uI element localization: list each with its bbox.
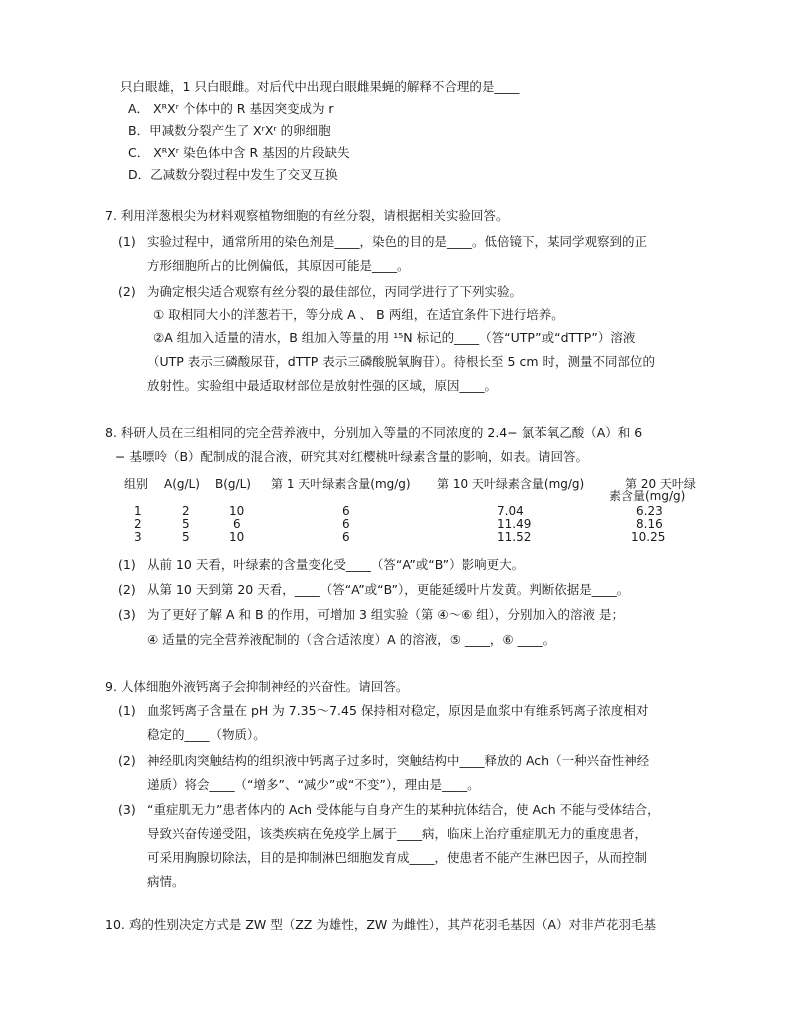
table-row3-group: 3 <box>134 530 142 544</box>
table-row1-day10: 7.04 <box>497 504 524 518</box>
table-row3-day1: 6 <box>342 530 350 544</box>
q9-part3-number: (3) <box>118 802 136 817</box>
table-row2-b: 6 <box>233 517 241 531</box>
q7-part2-line2: ① 取相同大小的洋葱若干，等分成 A 、 B 两组，在适宜条件下进行培养。 <box>153 307 564 322</box>
q9-part2-line1: 神经肌肉突触结构的组织液中钙离子过多时，突触结构中____释放的 Ach（一种兴奋性神经 <box>147 753 650 768</box>
q7-part2-line3: ②A 组加入适量的清水，B 组加入等量的用 ¹⁵N 标记的____（答“UTP”或“dTTP”）溶液 <box>153 330 636 345</box>
table-row2-a: 5 <box>182 517 190 531</box>
q9-part3-line1: “重症肌无力”患者体内的 Ach 受体能与自身产生的某种抗体结合，使 Ach 不能与受体结合， <box>147 802 660 817</box>
table-row3-b: 10 <box>229 530 245 544</box>
table-header-day10: 第 10 天叶绿素含量(mg/g) <box>437 477 585 491</box>
table-header-day20-line2: 素含量(mg/g) <box>609 489 686 503</box>
q8-part1-text: 从前 10 天看，叶绿素的含量变化受____（答“A”或“B”）影响更大。 <box>147 557 525 572</box>
q9-part1-line2: 稳定的____（物质）。 <box>147 727 266 742</box>
table-header-b: B(g/L) <box>215 477 251 491</box>
q6-option-a: A． XᴿXʳ 个体中的 R 基因突变成为 r <box>128 101 334 116</box>
q7-part1-number: (1) <box>118 234 136 249</box>
q8-stem-line1: 8. 科研人员在三组相同的完全营养液中，分别加入等量的不同浓度的 2.4− 氯苯氧乙酸（A）和 6 <box>105 425 643 440</box>
q6-option-b: B．甲减数分裂产生了 XʳXʳ 的卵细胞 <box>128 123 331 138</box>
q9-part3-line4: 病情。 <box>147 874 185 889</box>
q9-part2-number: (2) <box>118 753 136 768</box>
table-header-group: 组别 <box>124 477 149 491</box>
q8-part2-number: (2) <box>118 582 136 597</box>
table-row3-a: 5 <box>182 530 190 544</box>
q6-option-d: D．乙减数分裂过程中发生了交叉互换 <box>128 167 338 182</box>
q8-stem-line2: − 基嘌呤（B）配制成的混合液，研究其对红樱桃叶绿素含量的影响，如表。请回答。 <box>115 449 589 464</box>
q7-stem: 7. 利用洋葱根尖为材料观察植物细胞的有丝分裂，请根据相关实验回答。 <box>105 208 509 223</box>
table-row2-day10: 11.49 <box>497 517 532 531</box>
table-row1-a: 2 <box>182 504 190 518</box>
q7-part2-number: (2) <box>118 284 136 299</box>
q7-part2-line5: 放射性。实验组中最适取材部位是放射性强的区域，原因____。 <box>147 378 498 393</box>
q7-part2-line1: 为确定根尖适合观察有丝分裂的最佳部位，丙同学进行了下列实验。 <box>147 284 523 299</box>
table-row2-group: 2 <box>134 517 142 531</box>
q8-part3-line2: ④ 适量的完全营养液配制的（含合适浓度）A 的溶液，⑤ ____，⑥ ____。 <box>147 632 556 647</box>
q9-part1-number: (1) <box>118 703 136 718</box>
q9-part3-line2: 导致兴奋传递受阻，该类疾病在免疫学上属于____病，临床上治疗重症肌无力的重度患者， <box>147 826 648 841</box>
q8-part1-number: (1) <box>118 557 136 572</box>
table-row1-group: 1 <box>134 504 142 518</box>
table-row1-day20: 6.23 <box>636 504 663 518</box>
table-row2-day20: 8.16 <box>636 517 663 531</box>
q10-stem: 10. 鸡的性别决定方式是 ZW 型（ZZ 为雄性，ZW 为雌性），其芦花羽毛基因（A）对非芦花羽毛基 <box>105 917 657 932</box>
q7-part1-line1: 实验过程中，通常所用的染色剂是____，染色的目的是____。低倍镜下，某同学观察到的正 <box>147 234 648 249</box>
table-row3-day10: 11.52 <box>497 530 532 544</box>
q9-part2-line2: 递质）将会____（“增多”、“减少”或“不变”），理由是____。 <box>147 777 480 792</box>
q8-part3-line1: 为了更好了解 A 和 B 的作用，可增加 3 组实验（第 ④～⑥ 组），分别加入的溶液 是； <box>147 607 625 622</box>
table-row3-day20: 10.25 <box>631 530 666 544</box>
q9-stem: 9. 人体细胞外液钙离子会抑制神经的兴奋性。请回答。 <box>105 679 409 694</box>
q7-part2-line4: （UTP 表示三磷酸尿苷，dTTP 表示三磷酸脱氧胸苷）。待根长至 5 cm 时，测量不同部位的 <box>147 354 655 369</box>
table-header-day1: 第 1 天叶绿素含量(mg/g) <box>271 477 411 491</box>
table-header-a: A(g/L) <box>164 477 200 491</box>
q7-part1-line2: 方形细胞所占的比例偏低，其原因可能是____。 <box>147 258 410 273</box>
q6-stem: 只白眼雄，1 只白眼雌。对后代中出现白眼雌果蝇的解释不合理的是____ <box>120 79 520 94</box>
table-row2-day1: 6 <box>342 517 350 531</box>
q8-part3-number: (3) <box>118 607 136 622</box>
table-row1-b: 10 <box>229 504 245 518</box>
q9-part3-line3: 可采用胸腺切除法，目的是抑制淋巴细胞发育成____，使患者不能产生淋巴因子，从而控制 <box>147 850 648 865</box>
table-row1-day1: 6 <box>342 504 350 518</box>
q6-option-c: C． XᴿXʳ 染色体中含 R 基因的片段缺失 <box>128 145 350 160</box>
table-header-day20-line1: 第 20 天叶绿 <box>625 477 696 491</box>
q8-part2-text: 从第 10 天到第 20 天看，____（答“A”或“B”），更能延缓叶片发黄。判断依据是____。 <box>147 582 630 597</box>
q9-part1-line1: 血浆钙离子含量在 pH 为 7.35～7.45 保持相对稳定，原因是血浆中有维系钙离子浓度相对 <box>147 703 649 718</box>
